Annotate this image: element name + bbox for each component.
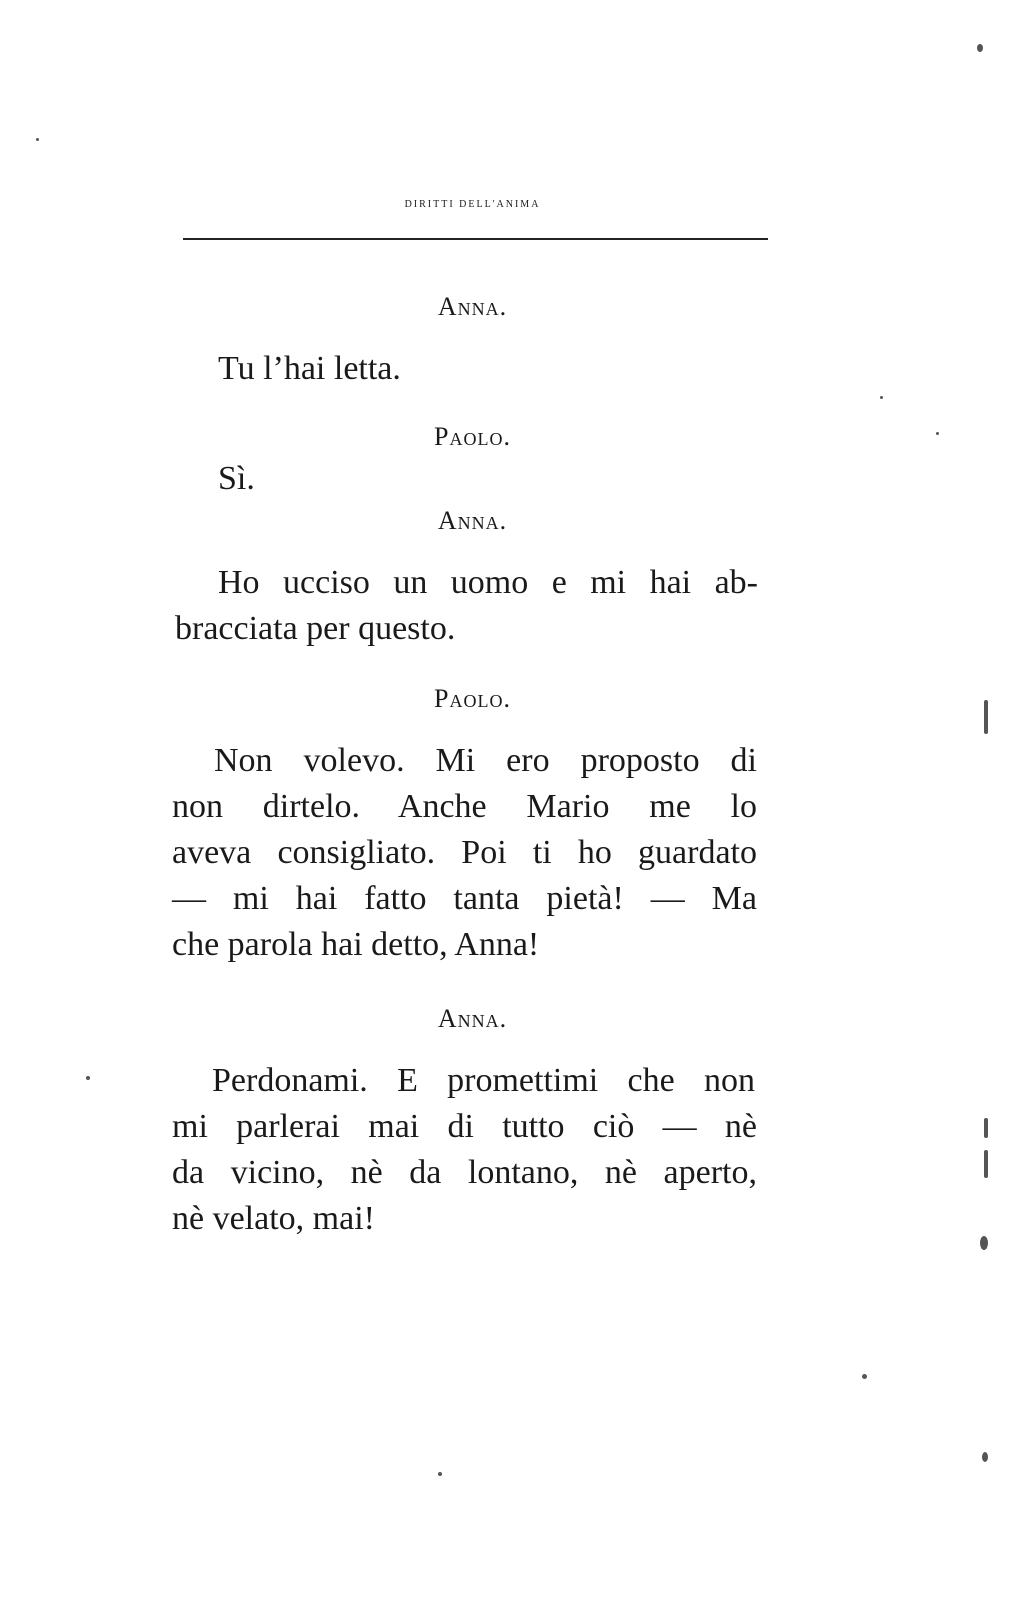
scan-speck xyxy=(862,1374,867,1379)
dialogue-line: Sì. xyxy=(218,460,255,497)
dialogue-line: mi parlerai mai di tutto ciò — nè xyxy=(172,1108,757,1145)
dialogue-line: Non volevo. Mi ero proposto di xyxy=(214,742,757,779)
dialogue-line: aveva consigliato. Poi ti ho guardato xyxy=(172,834,757,871)
speaker-name: Paolo. xyxy=(434,684,511,713)
scan-speck xyxy=(977,44,983,52)
speaker-name: Anna. xyxy=(437,506,508,535)
speaker-name: Anna. xyxy=(437,1004,508,1033)
scan-speck xyxy=(980,1236,988,1250)
scan-speck xyxy=(984,1150,988,1178)
dialogue-line: Tu l’hai letta. xyxy=(218,350,401,387)
header-rule xyxy=(183,238,768,240)
dialogue-line: da vicino, nè da lontano, nè aperto, xyxy=(172,1154,757,1191)
dialogue-line: Ho ucciso un uomo e mi hai ab- xyxy=(218,564,758,601)
dialogue-line: non dirtelo. Anche Mario me lo xyxy=(172,788,757,825)
dialogue-line: — mi hai fatto tanta pietà! — Ma xyxy=(172,880,757,917)
running-header: diritti dell'anima xyxy=(404,196,541,211)
speaker-name: Anna. xyxy=(437,292,508,321)
scan-speck xyxy=(984,700,988,734)
dialogue-line: Perdonami. E promettimi che non xyxy=(212,1062,755,1099)
scan-speck xyxy=(86,1076,90,1080)
scan-speck xyxy=(982,1452,988,1462)
dialogue-line: che parola hai detto, Anna! xyxy=(172,926,540,963)
dialogue-line: nè velato, mai! xyxy=(172,1200,375,1237)
scan-speck xyxy=(936,432,939,435)
scan-speck xyxy=(36,138,39,141)
scan-speck xyxy=(438,1472,442,1476)
scan-speck xyxy=(880,396,883,399)
dialogue-line: bracciata per questo. xyxy=(175,610,456,647)
speaker-name: Paolo. xyxy=(434,422,511,451)
scan-speck xyxy=(984,1118,988,1138)
